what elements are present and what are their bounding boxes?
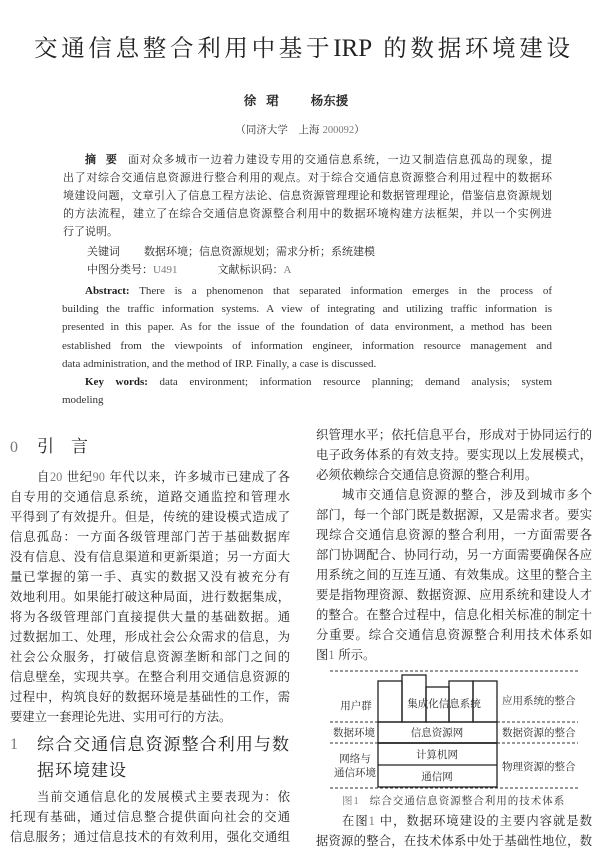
figure-ref-number: 1 bbox=[368, 814, 375, 828]
section-title: 引言 bbox=[37, 437, 105, 457]
label-comm-net: 通信网 bbox=[421, 771, 453, 783]
label-physical-integration: 物理资源的整合 bbox=[502, 761, 576, 773]
label-data-integration: 数据资源的整合 bbox=[502, 727, 576, 739]
body-line: 效地利用。如果能打破这种局面，进行数据集成， bbox=[10, 590, 290, 604]
abstract-en-line: presented in this paper. As for the issue of the foundation of data environment, a method has been bbox=[62, 321, 552, 333]
section-heading-1-cont: 据环境建设 bbox=[37, 761, 127, 781]
body-line: 过数据加工、处理，形成社会公众需求的信息，为 bbox=[10, 630, 290, 644]
figure-caption bbox=[342, 794, 565, 808]
keywords-en-label: Key words: bbox=[85, 376, 148, 388]
doc-code-value: A bbox=[283, 264, 292, 276]
author-name: 徐珺 bbox=[243, 93, 289, 108]
label-computer-net: 计算机网 bbox=[416, 749, 458, 761]
clc-value: U491 bbox=[153, 264, 178, 276]
label-app-integration: 应用系统的整合 bbox=[502, 695, 576, 707]
keywords-en-line bbox=[85, 373, 552, 391]
text-part: 图 bbox=[316, 648, 329, 662]
abstract-en-text: There is a phenomenon that separated information emerges in the process of bbox=[139, 285, 552, 297]
body-line bbox=[342, 811, 592, 831]
figure-label: 图1 bbox=[342, 796, 360, 807]
keywords-en-line: modeling bbox=[62, 394, 104, 406]
body-line bbox=[37, 467, 290, 487]
body-line: 信息服务；通过信息技术的有效利用，强化交通组 bbox=[10, 830, 290, 844]
text-part: 在图 bbox=[342, 814, 369, 828]
doc-code-label: 文献标识码： bbox=[217, 263, 284, 276]
section-heading-1: 综合交通信息资源整合利用与数 bbox=[37, 735, 289, 755]
label-integrated-system: 集成化信息系统 bbox=[407, 698, 481, 710]
body-line: 必须依赖综合交通信息资源的整合利用。 bbox=[316, 468, 538, 482]
body-line: 信息壁垒，实现共享。在整合利用交通信息资源的 bbox=[10, 670, 290, 684]
body-line: 分重要。综合交通信息资源整合利用技术体系如 bbox=[316, 628, 592, 642]
body-line: 要是指物理资源、数据资源、应用系统和建设人才 bbox=[316, 588, 592, 602]
body-line: 平得到了有效提升。但是，传统的建设模式造成了 bbox=[10, 510, 290, 524]
paper-title bbox=[34, 33, 570, 63]
label-info-resource-net: 信息资源网 bbox=[410, 727, 464, 739]
affiliation-text: （同济大学 上海 bbox=[235, 124, 323, 136]
title-text-part: 的数据环境建设 bbox=[372, 34, 570, 62]
author-name: 杨东援 bbox=[310, 93, 349, 108]
body-line: 当前交通信息化的发展模式主要表现为：依 bbox=[37, 790, 290, 804]
abstract-en-line: data administration, and the method of IRP. Finally, a case is discussed. bbox=[62, 358, 377, 370]
body-line: 城市交通信息资源的整合，涉及到城市多个 bbox=[342, 488, 592, 502]
abstract-cn-line: 行了说明。 bbox=[63, 225, 118, 238]
section-number: 1 bbox=[10, 736, 18, 753]
figure-1-diagram bbox=[320, 660, 590, 795]
title-acronym: IRP bbox=[333, 35, 373, 62]
abstract-cn-line: 境建设问题，文章引入了信息工程方法论、信息资源管理理论和数据管理理论，借鉴信息资源规划 bbox=[63, 189, 552, 202]
abstract-cn-text: 面对众多城市一边着力建设专用的交通信息系统，一边又制造信息孤岛的现象，提 bbox=[128, 153, 552, 166]
text-part: 中，数据环境建设的主要内容就是数 bbox=[374, 814, 592, 828]
keywords-en-text: data environment; information resource planning; demand analysis; system bbox=[159, 376, 553, 388]
title-text-part: 交通信息整合利用中基于 bbox=[34, 34, 334, 62]
text-part: 所示。 bbox=[334, 648, 376, 662]
postcode: 200092 bbox=[322, 125, 355, 136]
abstract-cn-label: 摘 要 bbox=[85, 153, 120, 166]
label-users: 用户群 bbox=[340, 700, 372, 712]
body-line: 电子政务体系的有效支持。要实现以上发展模式， bbox=[316, 448, 592, 462]
figure-caption-text: 综合交通信息资源整合利用的技术体系 bbox=[369, 795, 566, 807]
abstract-en-line: established from the viewpoints of information engineer, information resource management and bbox=[62, 340, 552, 352]
body-line: 没有信息、没有信息渠道和更新渠道；另一方面大 bbox=[10, 550, 290, 564]
body-line: 据资源的整合，在技术体系中处于基础性地位，数 bbox=[316, 834, 592, 848]
body-line: 的整合。在整合过程中，信息化相关标准的制定十 bbox=[316, 608, 592, 622]
abstract-en-label: Abstract: bbox=[85, 285, 130, 297]
number: 90 bbox=[92, 470, 105, 484]
text-part: 自 bbox=[37, 470, 50, 484]
body-line: 部门协调配合、协同行动，另一方面需要确保各应 bbox=[316, 548, 592, 562]
label-network: 通信环境 bbox=[334, 767, 376, 779]
affiliation bbox=[0, 123, 600, 137]
number: 20 bbox=[49, 470, 63, 484]
keywords-cn-label: 关键词 bbox=[87, 245, 120, 258]
abstract-cn-line bbox=[85, 151, 552, 169]
body-line: 织管理水平；依托信息平台，形成对于协同运行的 bbox=[316, 428, 592, 442]
abstract-en-line bbox=[85, 282, 552, 300]
label-network: 网络与 bbox=[339, 753, 371, 765]
text-part: 年代以来，许多城市已建成了各 bbox=[104, 470, 290, 484]
body-line: 自专用的交通信息系统，道路交通监控和管理水 bbox=[10, 490, 290, 504]
keywords-cn-text: 数据环境；信息资源规划；需求分析；系统建模 bbox=[144, 245, 375, 258]
body-line: 量已掌握的第一手、真实的数据又没有被充分有 bbox=[10, 570, 290, 584]
body-line: 用系统之间的互连互通、有效集成。这里的整合主 bbox=[316, 568, 592, 582]
label-data-env: 数据环境 bbox=[333, 727, 375, 739]
abstract-cn-line: 出了对综合交通信息资源进行整合利用的观点。对于综合交通信息资源整合利用过程中的数据环 bbox=[63, 171, 552, 184]
body-line: 部门，每一个部门既是数据源，又是需求者。要实 bbox=[316, 508, 592, 522]
body-line: 过程中，构筑良好的数据环境是基础性的工作，需 bbox=[10, 690, 290, 704]
section-heading-0 bbox=[10, 436, 105, 458]
figure-ref-number: 1 bbox=[328, 648, 335, 662]
abstract-cn-line: 的方法流程，建立了在综合交通信息资源整合利用中的数据环境构建方法框架，并以一个实例进 bbox=[63, 207, 552, 220]
body-line: 将为各级管理部门直接提供大量的基础数据。通 bbox=[10, 610, 290, 624]
abstract-en-line: building the traffic information systems. A view of integrating and utilizing traffic information is bbox=[62, 303, 552, 315]
body-line: 社会公众服务，打破信息资源垄断和部门之间的 bbox=[10, 650, 290, 664]
keywords-cn bbox=[87, 243, 375, 261]
classification-line bbox=[87, 261, 291, 279]
authors bbox=[0, 92, 600, 110]
body-line: 现综合交通信息资源的整合利用，一方面需要各 bbox=[316, 528, 592, 542]
affiliation-text: ） bbox=[354, 124, 365, 136]
body-line: 要建立一套理论先进、实用可行的方法。 bbox=[10, 710, 232, 724]
clc-label: 中图分类号： bbox=[87, 263, 153, 276]
section-number: 0 bbox=[10, 439, 18, 456]
body-line: 信息孤岛：一方面各级管理部门苦于基础数据库 bbox=[10, 530, 290, 544]
body-line: 托现有基础，通过信息整合提供面向社会的交通 bbox=[10, 810, 290, 824]
text-part: 世纪 bbox=[62, 470, 93, 484]
